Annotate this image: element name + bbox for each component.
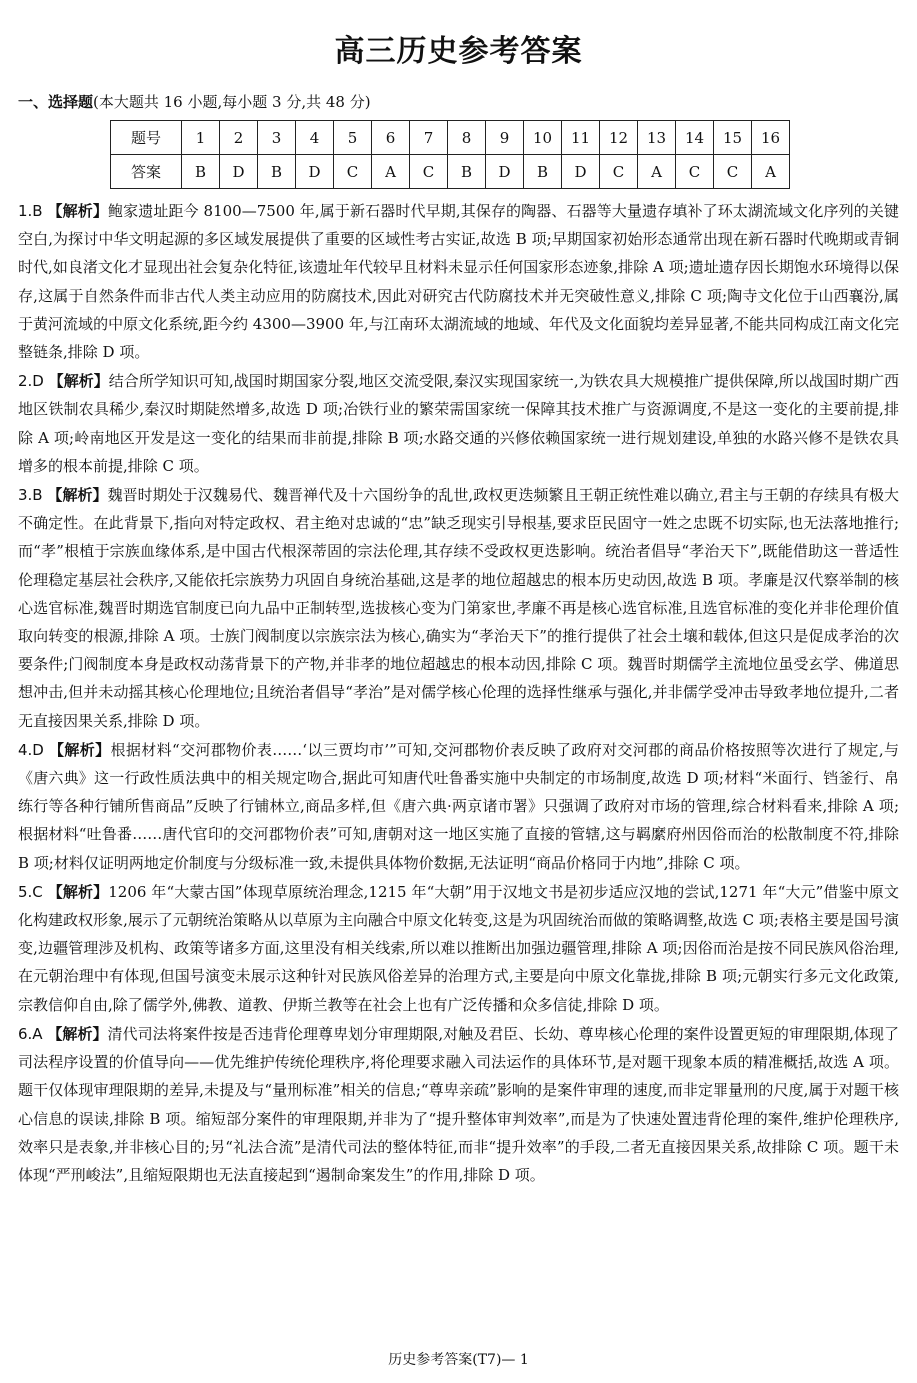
question-answer-label: 4.D — [18, 740, 44, 759]
page-footer: 历史参考答案(T7)— 1 — [388, 1352, 529, 1368]
answer-table — [110, 120, 790, 189]
table-cell-answer: C — [410, 155, 448, 189]
table-cell-number: 11 — [562, 121, 600, 155]
question-explanation-6 — [18, 1020, 899, 1189]
section-heading — [18, 92, 899, 112]
row-label-answer: 答案 — [111, 155, 182, 189]
table-cell-number: 4 — [296, 121, 334, 155]
table-cell-number: 12 — [600, 121, 638, 155]
question-answer-label: 2.D — [18, 372, 44, 391]
question-answer-label: 3.B — [18, 486, 43, 505]
explanation-text: 清代司法将案件按是否违背伦理尊卑划分审理期限,对触及君臣、长幼、尊卑核心伦理的案件设置更短的审理限期,体现了司法程序设置的价值导向——优先维护传统伦理秩序,将伦理要求融入司法运作的具体环节,是对题干现象本质的精准概括,故选 A 项。题干仅体现审理限期的差异,未提及与“量刑标准”相关的信息;“尊卑亲疏”影响的是案件审理的速度,而非定罪量刑的尺度,属于对题干核心信息的误读,排除 B 项。缩短部分案件的审理限期,并非为了“提升整体审判效率”,而是为了快速处置违背伦理的案件,维护伦理秩序,效率只是表象,并非核心目的;另“礼法合流”是清代司法的整体特征,而非“提升效率”的手段,二者无直接因果关系,故排除 C 项。题干未体现“严刑峻法”,且缩短限期也无法直接起到“遏制命案发生”的作用,排除 D 项。 — [18, 1024, 899, 1184]
analysis-tag: 【解析】 — [48, 372, 109, 391]
table-cell-number: 6 — [372, 121, 410, 155]
table-cell-answer: C — [600, 155, 638, 189]
answer-table-number-row — [111, 121, 790, 155]
analysis-tag: 【解析】 — [47, 1024, 108, 1043]
question-explanation-2 — [18, 367, 899, 480]
analysis-tag: 【解析】 — [49, 740, 111, 759]
explanation-text: 魏晋时期处于汉魏易代、魏晋禅代及十六国纷争的乱世,政权更迭频繁且王朝正统性难以确立,君主与王朝的存续具有极大不确定性。在此背景下,指向对特定政权、君主绝对忠诚的“忠”缺乏现实引导根基,要求臣民固守一姓之忠既不切实际,也无法落地推行;而“孝”根植于宗族血缘体系,是中国古代根深蒂固的宗法伦理,其存续不受政权更迭影响。统治者倡导“孝治天下”,既能借助这一普适性伦理稳定基层社会秩序,又能依托宗族势力巩固自身统治基础,这是孝的地位超越忠的根本历史动因,故选 B 项。孝廉是汉代察举制的核心选官标准,魏晋时期选官制度已向九品中正制转型,选拔核心变为门第家世,孝廉不再是核心选官标准,且选官标准的变化并非伦理价值取向转变的根源,排除 A 项。士族门阀制度以宗族宗法为核心,确实为“孝治天下”的推行提供了社会土壤和载体,但这只是促成孝治的次要条件;门阀制度本身是政权动荡背景下的产物,并非孝的地位超越忠的根本动因,排除 C 项。魏晋时期儒学主流地位虽受玄学、佛道思想冲击,但并未动摇其核心伦理地位;且统治者倡导“孝治”是对儒学核心伦理的选择性继承与强化,并非儒学受冲击导致孝地位提升,二者无直接因果关系,排除 D 项。 — [18, 486, 899, 730]
answer-table-answer-row — [111, 155, 790, 189]
table-cell-number: 9 — [486, 121, 524, 155]
table-cell-number: 15 — [714, 121, 752, 155]
page-title: 高三历史参考答案 — [334, 34, 583, 69]
table-cell-number: 5 — [334, 121, 372, 155]
table-cell-answer: D — [220, 155, 258, 189]
table-cell-answer: A — [372, 155, 410, 189]
question-explanation-3 — [18, 481, 899, 735]
explanation-text: 结合所学知识可知,战国时期国家分裂,地区交流受限,秦汉实现国家统一,为铁农具大规模推广提供保障,所以战国时期广西地区铁制农具稀少,秦汉时期陡然增多,故选 D 项;冶铁行业的繁荣需国家统一保障其技术推广与资源调度,不是这一变化的主要前提,排除 A 项;岭南地区开发是这一变化的结果而非前提,排除 B 项;水路交通的兴修依赖国家统一进行规划建设,单独的水路兴修不是铁农具增多的根本前提,排除 C 项。 — [18, 372, 899, 475]
table-cell-number: 2 — [220, 121, 258, 155]
explanation-text: 1206 年“大蒙古国”体现草原统治理念,1215 年“大朝”用于汉地文书是初步适应汉地的尝试,1271 年“大元”借鉴中原文化构建政权形象,展示了元朝统治策略从以草原为主向融合中原文化转变,这是为巩固统治而做的策略调整,故选 C 项;表格主要是国号演变,边疆管理涉及机构、政策等诸多方面,这里没有相关线索,所以难以推断出加强边疆管理,排除 A 项;因俗而治是按不同民族风俗治理,在元朝治理中有体现,但国号演变未展示这种针对民族风俗差异的治理方式,主要是向中原文化靠拢,排除 B 项;元朝实行多元文化政策,宗教信仰自由,除了儒学外,佛教、道教、伊斯兰教等在社会上也有广泛传播和众多信徒,排除 D 项。 — [18, 882, 899, 1014]
question-explanation-4 — [18, 736, 899, 877]
table-cell-number: 16 — [752, 121, 790, 155]
table-cell-answer: C — [714, 155, 752, 189]
section-label: 一、选择题 — [18, 93, 94, 111]
table-cell-number: 1 — [182, 121, 220, 155]
explanation-text: 鲍家遗址距今 8100—7500 年,属于新石器时代早期,其保存的陶器、石器等大量遗存填补了环太湖流域文化序列的关键空白,为探讨中华文明起源的多区域发展提供了重要的区域性考古实证,故选 B 项;早期国家初始形态通常出现在新石器时代晚期或青铜时代,如良渚文化才显现出社会复杂化特征,该遗址年代较早且材料未显示任何国家形态迹象,排除 A 项;遗址遗存因长期饱水环境得以保存,这属于自然条件而非古代人类主动应用的防腐技术,因此对研究古代防腐技术并无突破性意义,排除 C 项;陶寺文化位于山西襄汾,属于黄河流域的中原文化系统,距今约 4300—3900 年,与江南环太湖流域的地域、年代及文化面貌均差异显著,不能共同构成江南文化完整链条,排除 D 项。 — [18, 202, 899, 362]
table-cell-number: 8 — [448, 121, 486, 155]
explanation-text: 根据材料“交河郡物价表……‘以三贾均市’”可知,交河郡物价表反映了政府对交河郡的商品价格按照等次进行了规定,与《唐六典》这一行政性质法典中的相关规定吻合,据此可知唐代吐鲁番实施中央制定的市场制度,故选 D 项;材料“米面行、铛釜行、帛练行等各种行铺所售商品”反映了行铺林立,商品多样,但《唐六典·两京诸市署》只强调了政府对市场的管理,综合材料看来,排除 A 项;根据材料“吐鲁番……唐代官印的交河郡物价表”可知,唐朝对这一地区实施了直接的管辖,这与羁縻府州因俗而治的松散制度不符,排除 B 项;材料仅证明两地定价制度与分级标准一致,未提供具体物价数据,无法证明“商品价格同于内地”,排除 C 项。 — [18, 740, 899, 872]
question-explanation-1 — [18, 197, 899, 366]
table-cell-number: 14 — [676, 121, 714, 155]
question-explanation-5 — [18, 878, 899, 1019]
table-cell-number: 7 — [410, 121, 448, 155]
table-cell-number: 13 — [638, 121, 676, 155]
table-cell-answer: D — [486, 155, 524, 189]
table-cell-number: 10 — [524, 121, 562, 155]
table-cell-answer: B — [182, 155, 220, 189]
table-cell-answer: C — [676, 155, 714, 189]
analysis-tag: 【解析】 — [47, 486, 108, 505]
question-answer-label: 6.A — [18, 1024, 43, 1043]
section-note: (本大题共 16 小题,每小题 3 分,共 48 分) — [93, 93, 371, 111]
table-cell-answer: A — [752, 155, 790, 189]
table-cell-answer: B — [258, 155, 296, 189]
row-label-question-number: 题号 — [111, 121, 182, 155]
table-cell-answer: C — [334, 155, 372, 189]
table-cell-answer: B — [524, 155, 562, 189]
table-cell-answer: D — [296, 155, 334, 189]
table-cell-answer: B — [448, 155, 486, 189]
table-cell-answer: A — [638, 155, 676, 189]
table-cell-number: 3 — [258, 121, 296, 155]
analysis-tag: 【解析】 — [47, 882, 109, 901]
question-answer-label: 5.C — [18, 882, 43, 901]
table-cell-answer: D — [562, 155, 600, 189]
question-answer-label: 1.B — [18, 202, 43, 220]
analysis-tag: 【解析】 — [47, 202, 108, 220]
